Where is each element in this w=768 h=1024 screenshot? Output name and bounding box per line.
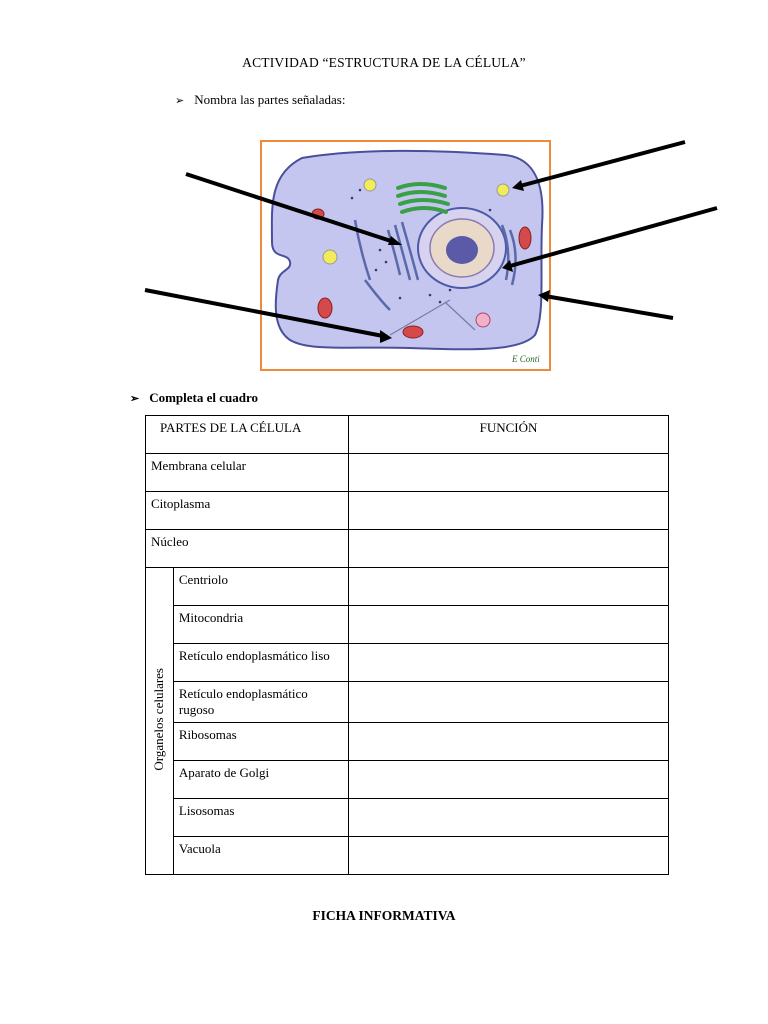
function-cell[interactable]	[349, 606, 669, 644]
function-cell[interactable]	[349, 454, 669, 492]
instruction-label-parts	[175, 92, 345, 108]
cell-diagram	[140, 130, 730, 380]
table-row	[146, 682, 669, 723]
organelle-label: Aparato de Golgi	[173, 761, 348, 799]
table-row	[146, 568, 669, 606]
table-row	[146, 492, 669, 530]
row-label: Núcleo	[146, 530, 349, 568]
header-function: FUNCIÓN	[349, 416, 669, 454]
instruction-text: Nombra las partes señaladas:	[194, 92, 346, 107]
table-row	[146, 606, 669, 644]
lysosome	[476, 313, 490, 327]
function-cell[interactable]	[349, 723, 669, 761]
table-header-row	[146, 416, 669, 454]
row-label: Membrana celular	[146, 454, 349, 492]
table-row	[146, 723, 669, 761]
function-cell[interactable]	[349, 492, 669, 530]
page-title: ACTIVIDAD “ESTRUCTURA DE LA CÉLULA”	[242, 55, 526, 70]
function-cell[interactable]	[349, 682, 669, 723]
table-row	[146, 799, 669, 837]
bullet-arrow-icon: ➢	[130, 392, 140, 405]
figure-signature: E Conti	[512, 354, 540, 364]
organelle-label: Ribosomas	[173, 723, 348, 761]
organelle-label: Mitocondria	[173, 606, 348, 644]
table-row	[146, 837, 669, 875]
nucleolus	[446, 236, 478, 264]
table-row	[146, 644, 669, 682]
cell-parts-table	[145, 415, 669, 875]
footer-title: FICHA INFORMATIVA	[312, 908, 456, 923]
organelle-label: Centriolo	[173, 568, 348, 606]
function-cell[interactable]	[349, 799, 669, 837]
organelles-group-text: Organelos celulares	[151, 667, 167, 771]
header-parts: PARTES DE LA CÉLULA	[146, 416, 349, 454]
function-cell[interactable]	[349, 837, 669, 875]
organelles-group-label	[146, 568, 174, 875]
row-label: Citoplasma	[146, 492, 349, 530]
function-cell[interactable]	[349, 644, 669, 682]
organelle-label: Vacuola	[173, 837, 348, 875]
organelle-label: Retículo endoplasmático rugoso	[173, 682, 348, 723]
table-row	[146, 454, 669, 492]
table-row	[146, 530, 669, 568]
bullet-arrow-icon: ➢	[175, 94, 185, 107]
function-cell[interactable]	[349, 568, 669, 606]
instruction-text: Completa el cuadro	[149, 390, 259, 405]
organelle-label: Lisosomas	[173, 799, 348, 837]
organelle-label: Retículo endoplasmático liso	[173, 644, 348, 682]
table-row	[146, 761, 669, 799]
instruction-label-table	[130, 390, 258, 406]
function-cell[interactable]	[349, 761, 669, 799]
function-cell[interactable]	[349, 530, 669, 568]
